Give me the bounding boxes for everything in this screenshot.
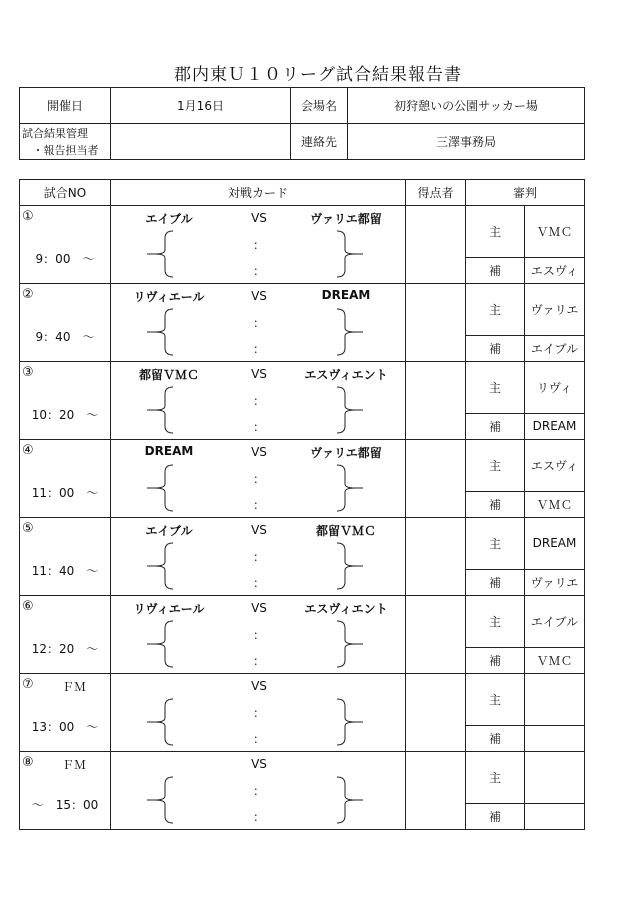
main-referee-label: 主 <box>466 284 525 336</box>
match-no-cell <box>20 518 111 596</box>
match-fm: ＦＭ <box>62 680 87 694</box>
match-no-cell <box>20 752 111 830</box>
match-no-cell <box>20 674 111 752</box>
contact-label: 連絡先 <box>291 124 348 160</box>
date-label: 開催日 <box>20 88 111 124</box>
right-brace-icon <box>333 386 363 434</box>
right-brace-icon <box>333 542 363 590</box>
scorer-cell <box>406 284 466 362</box>
match-time: 12：20 ～ <box>31 642 99 656</box>
team-home: リヴィエール <box>133 290 205 304</box>
main-referee-team <box>525 674 585 726</box>
sub-referee-team: エイブル <box>525 335 585 361</box>
left-brace-icon <box>147 698 177 746</box>
main-referee-team: リヴィ <box>525 362 585 414</box>
match-no-cell <box>20 284 111 362</box>
sub-referee-team: DREAM <box>525 413 585 439</box>
manager-label-line-1: 試合結果管理 <box>22 126 88 140</box>
match-no-cell <box>20 206 111 284</box>
main-referee-team: エイブル <box>525 596 585 648</box>
header-match-no: 試合NO <box>20 180 111 206</box>
match-time: 9：00 ～ <box>35 252 95 266</box>
sub-referee-team: ＶＭＣ <box>525 647 585 673</box>
right-brace-icon <box>333 698 363 746</box>
match-no-cell <box>20 362 111 440</box>
contact-value: 三澤事務局 <box>348 124 585 160</box>
match-card-cell <box>111 440 406 518</box>
score-colon-first-half: ： <box>252 628 265 642</box>
sub-referee-label: 補 <box>466 257 525 283</box>
header-card: 対戦カード <box>111 180 406 206</box>
main-referee-team: エスヴィ <box>525 440 585 492</box>
vs-label: VS <box>251 445 267 459</box>
left-brace-icon <box>147 230 177 278</box>
sub-referee-team: ＶＭＣ <box>525 491 585 517</box>
venue-value: 初狩憩いの公園サッカー場 <box>348 88 585 124</box>
right-brace-icon <box>333 776 363 824</box>
score-colon-first-half: ： <box>252 238 265 252</box>
match-number: ⑤ <box>22 521 34 536</box>
vs-label: VS <box>251 289 267 303</box>
score-colon-second-half: ： <box>252 654 265 668</box>
team-home: DREAM <box>144 444 194 458</box>
scorer-cell <box>406 440 466 518</box>
match-number: ⑧ <box>22 755 34 770</box>
match-card-cell <box>111 518 406 596</box>
right-brace-icon <box>333 464 363 512</box>
match-card-cell <box>111 284 406 362</box>
team-home: エイブル <box>145 212 193 226</box>
left-brace-icon <box>147 308 177 356</box>
match-number: ⑥ <box>22 599 34 614</box>
sub-referee-label: 補 <box>466 491 525 517</box>
right-brace-icon <box>333 230 363 278</box>
match-fm: ＦＭ <box>62 758 87 772</box>
header-scorer: 得点者 <box>406 180 466 206</box>
left-brace-icon <box>147 464 177 512</box>
vs-label: VS <box>251 679 267 693</box>
match-number: ⑦ <box>22 677 34 692</box>
manager-label-line-2: ・報告担当者 <box>32 143 99 157</box>
info-table <box>19 87 585 160</box>
team-home: エイブル <box>145 524 193 538</box>
main-referee-label: 主 <box>466 518 525 570</box>
match-card-cell <box>111 596 406 674</box>
team-away: ヴァリエ都留 <box>310 212 382 226</box>
score-colon-second-half: ： <box>252 342 265 356</box>
match-time: 11：40 ～ <box>31 564 99 578</box>
sub-referee-team <box>525 725 585 751</box>
manager-label <box>20 124 111 160</box>
team-away: DREAM <box>321 288 371 302</box>
date-value: 1月16日 <box>111 88 291 124</box>
scorer-cell <box>406 206 466 284</box>
match-table <box>19 179 585 830</box>
vs-label: VS <box>251 367 267 381</box>
main-referee-team: ＶＭＣ <box>525 206 585 258</box>
team-home: 都留ＶＭＣ <box>138 368 199 382</box>
vs-label: VS <box>251 601 267 615</box>
match-card-cell <box>111 752 406 830</box>
left-brace-icon <box>147 620 177 668</box>
main-referee-team <box>525 752 585 804</box>
match-time: ～ 15：00 <box>31 798 99 812</box>
score-colon-first-half: ： <box>252 316 265 330</box>
scorer-cell <box>406 596 466 674</box>
main-referee-label: 主 <box>466 206 525 258</box>
team-home: リヴィエール <box>133 602 205 616</box>
match-card-cell <box>111 674 406 752</box>
right-brace-icon <box>333 308 363 356</box>
main-referee-team: DREAM <box>525 518 585 570</box>
match-no-cell <box>20 596 111 674</box>
left-brace-icon <box>147 776 177 824</box>
team-away: エスヴィエント <box>304 368 388 382</box>
match-number: ① <box>22 209 34 224</box>
main-referee-team: ヴァリエ <box>525 284 585 336</box>
score-colon-second-half: ： <box>252 810 265 824</box>
left-brace-icon <box>147 386 177 434</box>
score-colon-first-half: ： <box>252 472 265 486</box>
sub-referee-label: 補 <box>466 647 525 673</box>
scorer-cell <box>406 674 466 752</box>
sub-referee-label: 補 <box>466 803 525 829</box>
score-colon-second-half: ： <box>252 264 265 278</box>
match-card-cell <box>111 362 406 440</box>
vs-label: VS <box>251 757 267 771</box>
scorer-cell <box>406 518 466 596</box>
manager-value <box>111 124 291 160</box>
venue-label: 会場名 <box>291 88 348 124</box>
sub-referee-team: エスヴィ <box>525 257 585 283</box>
team-away: 都留ＶＭＣ <box>315 524 376 538</box>
match-card-cell <box>111 206 406 284</box>
main-referee-label: 主 <box>466 596 525 648</box>
match-number: ③ <box>22 365 34 380</box>
main-referee-label: 主 <box>466 674 525 726</box>
right-brace-icon <box>333 620 363 668</box>
match-no-cell <box>20 440 111 518</box>
score-colon-second-half: ： <box>252 498 265 512</box>
score-colon-first-half: ： <box>252 706 265 720</box>
match-number: ② <box>22 287 34 302</box>
match-time: 11：00 ～ <box>31 486 99 500</box>
team-away: エスヴィエント <box>304 602 388 616</box>
match-time: 13：00 ～ <box>31 720 99 734</box>
sub-referee-label: 補 <box>466 725 525 751</box>
match-time: 10：20 ～ <box>31 408 99 422</box>
score-colon-first-half: ： <box>252 550 265 564</box>
left-brace-icon <box>147 542 177 590</box>
sub-referee-label: 補 <box>466 335 525 361</box>
score-colon-first-half: ： <box>252 784 265 798</box>
score-colon-second-half: ： <box>252 420 265 434</box>
scorer-cell <box>406 362 466 440</box>
main-referee-label: 主 <box>466 440 525 492</box>
score-colon-first-half: ： <box>252 394 265 408</box>
main-referee-label: 主 <box>466 362 525 414</box>
sub-referee-label: 補 <box>466 569 525 595</box>
score-colon-second-half: ： <box>252 576 265 590</box>
team-away: ヴァリエ都留 <box>310 446 382 460</box>
match-time: 9：40 ～ <box>35 330 95 344</box>
sub-referee-team: ヴァリエ <box>525 569 585 595</box>
main-referee-label: 主 <box>466 752 525 804</box>
match-number: ④ <box>22 443 34 458</box>
vs-label: VS <box>251 523 267 537</box>
score-colon-second-half: ： <box>252 732 265 746</box>
sub-referee-label: 補 <box>466 413 525 439</box>
scorer-cell <box>406 752 466 830</box>
sub-referee-team <box>525 803 585 829</box>
header-referee: 審判 <box>466 180 585 206</box>
page-title: 郡内東Ｕ１０リーグ試合結果報告書 <box>174 65 462 85</box>
vs-label: VS <box>251 211 267 225</box>
